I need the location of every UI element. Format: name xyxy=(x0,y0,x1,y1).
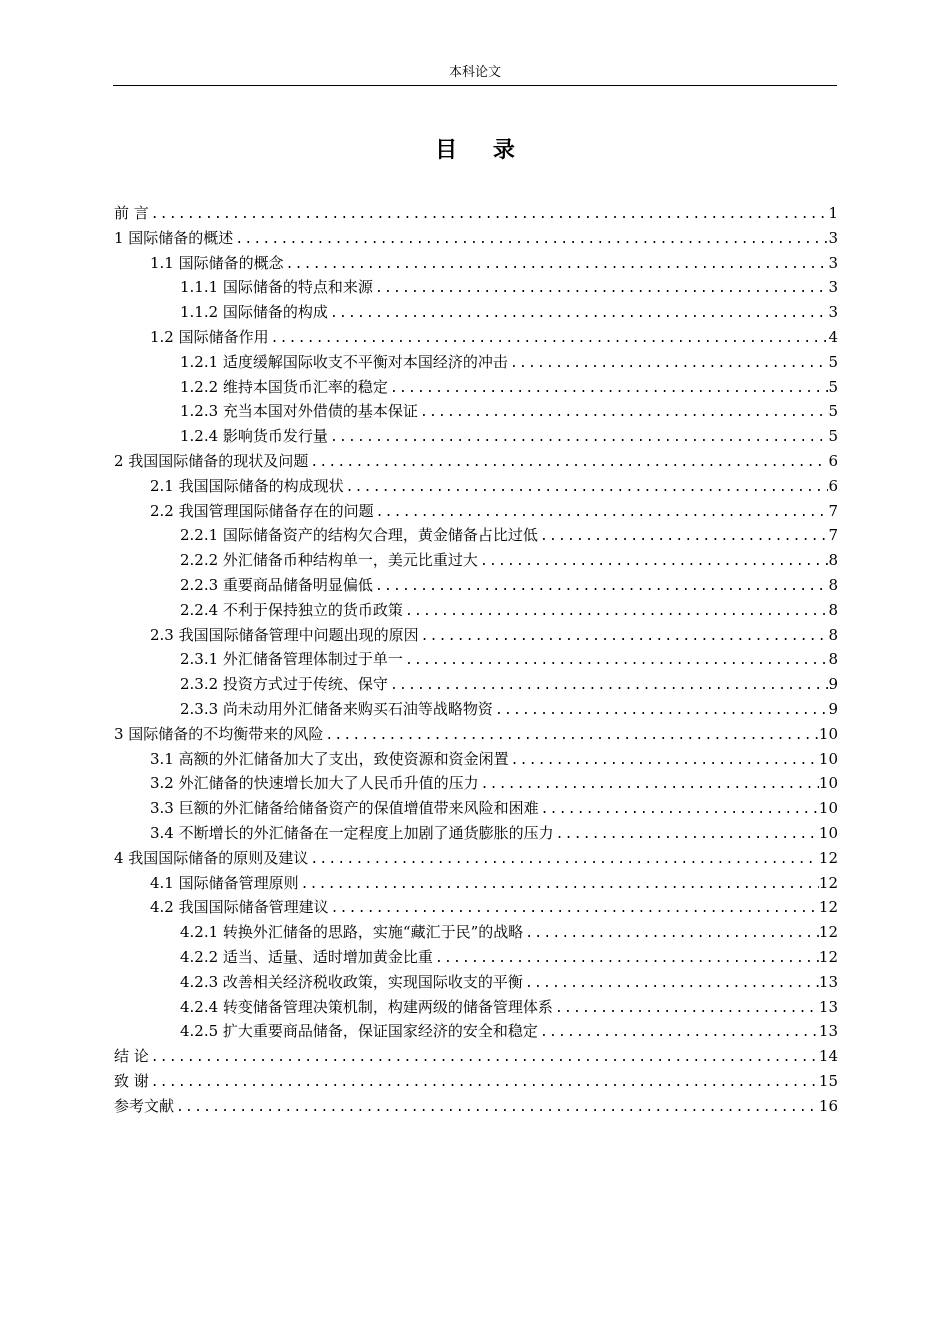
toc-entry[interactable] xyxy=(114,226,838,251)
toc-entry[interactable] xyxy=(114,1069,838,1094)
toc-entry-label: 2.2.2 外汇储备币种结构单一，美元比重过大 xyxy=(180,551,478,570)
toc-entry-label: 致 谢 xyxy=(114,1071,149,1090)
toc-entry-label: 4.2.5 扩大重要商品储备，保证国家经济的安全和稳定 xyxy=(180,1022,538,1041)
toc-entry-label: 2.2.4 不利于保持独立的货币政策 xyxy=(180,600,403,619)
page-title: 目 录 xyxy=(435,138,529,163)
toc-dot-leader xyxy=(149,1071,819,1094)
toc-entry[interactable] xyxy=(114,573,838,598)
toc-entry-label: 3 国际储备的不均衡带来的风险 xyxy=(114,724,324,743)
toc-entry-page-number: 3 xyxy=(828,228,838,247)
toc-entry[interactable] xyxy=(114,846,838,871)
toc-entry-page-number: 6 xyxy=(828,451,838,470)
toc-entry[interactable] xyxy=(114,871,838,896)
toc-entry[interactable] xyxy=(114,350,838,375)
toc-entry-page-number: 6 xyxy=(828,476,838,495)
toc-entry[interactable] xyxy=(114,375,838,400)
toc-entry-page-number: 10 xyxy=(818,724,838,743)
toc-entry-page-number: 5 xyxy=(828,402,838,421)
toc-entry-label: 4.2.3 改善相关经济税收政策，实现国际收支的平衡 xyxy=(180,972,523,991)
toc-dot-leader xyxy=(174,1096,819,1119)
toc-entry-label: 1.1.2 国际储备的构成 xyxy=(180,303,328,322)
toc-entry-label: 1.2 国际储备作用 xyxy=(150,327,269,346)
toc-dot-leader xyxy=(493,699,829,722)
toc-entry-page-number: 8 xyxy=(828,600,838,619)
toc-entry-label: 1.2.4 影响货币发行量 xyxy=(180,427,328,446)
toc-entry-page-number: 9 xyxy=(828,675,838,694)
toc-entry-page-number: 3 xyxy=(828,253,838,272)
toc-entry-label: 2.3.1 外汇储备管理体制过于单一 xyxy=(180,650,403,669)
toc-dot-leader xyxy=(403,649,829,672)
toc-dot-leader xyxy=(373,277,829,300)
toc-entry[interactable] xyxy=(114,647,838,672)
toc-dot-leader xyxy=(373,575,829,598)
toc-entry[interactable] xyxy=(114,251,838,276)
toc-entry-label: 1.1 国际储备的概念 xyxy=(150,253,284,272)
toc-dot-leader xyxy=(419,625,829,648)
toc-entry-page-number: 12 xyxy=(818,873,838,892)
toc-entry-page-number: 14 xyxy=(818,1047,838,1066)
toc-entry[interactable] xyxy=(114,399,838,424)
toc-entry[interactable] xyxy=(114,970,838,995)
toc-entry-label: 3.4 不断增长的外汇储备在一定程度上加剧了通货膨胀的压力 xyxy=(150,823,554,842)
toc-entry-label: 1.1.1 国际储备的特点和来源 xyxy=(180,278,373,297)
toc-dot-leader xyxy=(388,377,829,400)
toc-entry[interactable] xyxy=(114,1019,838,1044)
toc-dot-leader xyxy=(149,203,829,226)
toc-entry-label: 4.2.2 适当、适量、适时增加黄金比重 xyxy=(180,947,433,966)
toc-entry-page-number: 12 xyxy=(818,848,838,867)
toc-dot-leader xyxy=(233,228,828,251)
toc-dot-leader xyxy=(328,302,829,325)
toc-entry-label: 4 我国国际储备的原则及建议 xyxy=(114,848,309,867)
toc-entry[interactable] xyxy=(114,995,838,1020)
header-divider xyxy=(113,85,837,86)
toc-entry-label: 2.3.2 投资方式过于传统、保守 xyxy=(180,675,388,694)
toc-dot-leader xyxy=(539,798,819,821)
page-header: 本科论文 xyxy=(448,65,501,80)
toc-entry-label: 2.2 我国管理国际储备存在的问题 xyxy=(150,501,374,520)
toc-entry-label: 前 言 xyxy=(114,204,149,222)
toc-entry[interactable] xyxy=(114,424,838,449)
toc-entry-label: 2.2.3 重要商品储备明显偏低 xyxy=(180,575,373,594)
toc-entry[interactable] xyxy=(114,201,838,226)
toc-entry-page-number: 7 xyxy=(828,526,838,545)
toc-entry-label: 3.2 外汇储备的快速增长加大了人民币升值的压力 xyxy=(150,774,479,793)
toc-entry[interactable] xyxy=(114,523,838,548)
toc-dot-leader xyxy=(323,724,819,747)
toc-entry-label: 参考文献 xyxy=(114,1096,175,1115)
toc-entry-page-number: 13 xyxy=(818,972,838,991)
toc-entry-page-number: 3 xyxy=(828,303,838,322)
toc-entry-label: 2.3 我国国际储备管理中问题出现的原因 xyxy=(150,625,419,644)
toc-entry-label: 4.2.4 转变储备管理决策机制，构建两级的储备管理体系 xyxy=(180,997,553,1016)
toc-entry-page-number: 5 xyxy=(828,427,838,446)
toc-dot-leader xyxy=(478,550,829,573)
toc-entry[interactable] xyxy=(114,275,838,300)
toc-entry-page-number: 8 xyxy=(828,551,838,570)
toc-dot-leader xyxy=(269,327,829,350)
toc-entry-page-number: 7 xyxy=(828,501,838,520)
toc-entry-label: 2.1 我国国际储备的构成现状 xyxy=(150,476,344,495)
toc-dot-leader xyxy=(308,451,828,474)
toc-entry-label: 3.1 高额的外汇储备加大了支出，致使资源和资金闲置 xyxy=(150,749,509,768)
toc-entry[interactable] xyxy=(114,771,838,796)
toc-entry-label: 1.2.2 维持本国货币汇率的稳定 xyxy=(180,377,388,396)
toc-entry-label: 4.1 国际储备管理原则 xyxy=(150,873,299,892)
toc-entry[interactable] xyxy=(114,499,838,524)
toc-entry-page-number: 1 xyxy=(828,204,838,222)
toc-entry-page-number: 4 xyxy=(828,327,838,346)
toc-entry[interactable] xyxy=(114,722,838,747)
toc-entry[interactable] xyxy=(114,895,838,920)
toc-entry-page-number: 12 xyxy=(818,947,838,966)
toc-dot-leader xyxy=(299,873,819,896)
toc-entry-page-number: 8 xyxy=(828,650,838,669)
toc-entry-label: 4.2.1 转换外汇储备的思路，实施“藏汇于民”的战略 xyxy=(180,923,524,942)
toc-entry[interactable] xyxy=(114,598,838,623)
toc-entry-page-number: 10 xyxy=(818,774,838,793)
toc-dot-leader xyxy=(553,997,819,1020)
toc-entry[interactable] xyxy=(114,920,838,945)
toc-entry-page-number: 8 xyxy=(828,625,838,644)
toc-entry-page-number: 5 xyxy=(828,352,838,371)
toc-dot-leader xyxy=(538,1021,819,1044)
toc-dot-leader xyxy=(479,773,819,796)
toc-entry-page-number: 9 xyxy=(828,699,838,718)
toc-entry-page-number: 10 xyxy=(818,749,838,768)
toc-entry[interactable] xyxy=(114,1094,838,1119)
toc-dot-leader xyxy=(328,426,829,449)
toc-entry[interactable] xyxy=(114,821,838,846)
toc-entry-page-number: 10 xyxy=(818,799,838,818)
toc-entry[interactable] xyxy=(114,697,838,722)
toc-dot-leader xyxy=(388,674,829,697)
toc-entry[interactable] xyxy=(114,672,838,697)
toc-entry-label: 3.3 巨额的外汇储备给储备资产的保值增值带来风险和困难 xyxy=(150,799,539,818)
toc-entry-label: 2.2.1 国际储备资产的结构欠合理，黄金储备占比过低 xyxy=(180,526,538,545)
toc-entry-page-number: 13 xyxy=(818,1022,838,1041)
toc-entry[interactable] xyxy=(114,747,838,772)
toc-entry[interactable] xyxy=(114,474,838,499)
toc-entry-page-number: 5 xyxy=(828,377,838,396)
toc-entry[interactable] xyxy=(114,796,838,821)
toc-entry-page-number: 8 xyxy=(828,575,838,594)
toc-entry-page-number: 13 xyxy=(818,997,838,1016)
table-of-contents xyxy=(114,201,838,1118)
toc-entry-page-number: 12 xyxy=(818,923,838,942)
toc-entry[interactable] xyxy=(114,325,838,350)
toc-dot-leader xyxy=(329,897,819,920)
toc-entry[interactable] xyxy=(114,449,838,474)
toc-dot-leader xyxy=(374,501,829,524)
toc-entry-label: 2 我国国际储备的现状及问题 xyxy=(114,451,309,470)
toc-entry[interactable] xyxy=(114,300,838,325)
toc-entry[interactable] xyxy=(114,945,838,970)
toc-entry-label: 结 论 xyxy=(114,1047,149,1066)
toc-dot-leader xyxy=(403,600,829,623)
toc-entry-label: 1.2.1 适度缓解国际收支不平衡对本国经济的冲击 xyxy=(180,352,508,371)
toc-entry-label: 2.3.3 尚未动用外汇储备来购买石油等战略物资 xyxy=(180,699,493,718)
toc-dot-leader xyxy=(308,848,819,871)
toc-entry-page-number: 16 xyxy=(818,1096,838,1115)
toc-dot-leader xyxy=(509,749,819,772)
toc-entry[interactable] xyxy=(114,548,838,573)
toc-entry-label: 1 国际储备的概述 xyxy=(114,228,234,247)
toc-dot-leader xyxy=(433,947,819,970)
toc-entry[interactable] xyxy=(114,623,838,648)
toc-entry-label: 1.2.3 充当本国对外借债的基本保证 xyxy=(180,402,418,421)
toc-dot-leader xyxy=(284,253,829,276)
toc-dot-leader xyxy=(538,525,829,548)
toc-dot-leader xyxy=(418,401,829,424)
toc-entry[interactable] xyxy=(114,1044,838,1069)
toc-dot-leader xyxy=(523,922,819,945)
toc-entry-page-number: 15 xyxy=(818,1071,838,1090)
toc-dot-leader xyxy=(554,823,819,846)
toc-entry-page-number: 12 xyxy=(818,898,838,917)
toc-entry-page-number: 10 xyxy=(818,823,838,842)
toc-entry-page-number: 3 xyxy=(828,278,838,297)
toc-dot-leader xyxy=(344,476,829,499)
toc-dot-leader xyxy=(523,972,819,995)
toc-entry-label: 4.2 我国国际储备管理建议 xyxy=(150,898,329,917)
toc-dot-leader xyxy=(508,352,829,375)
toc-dot-leader xyxy=(149,1046,819,1069)
